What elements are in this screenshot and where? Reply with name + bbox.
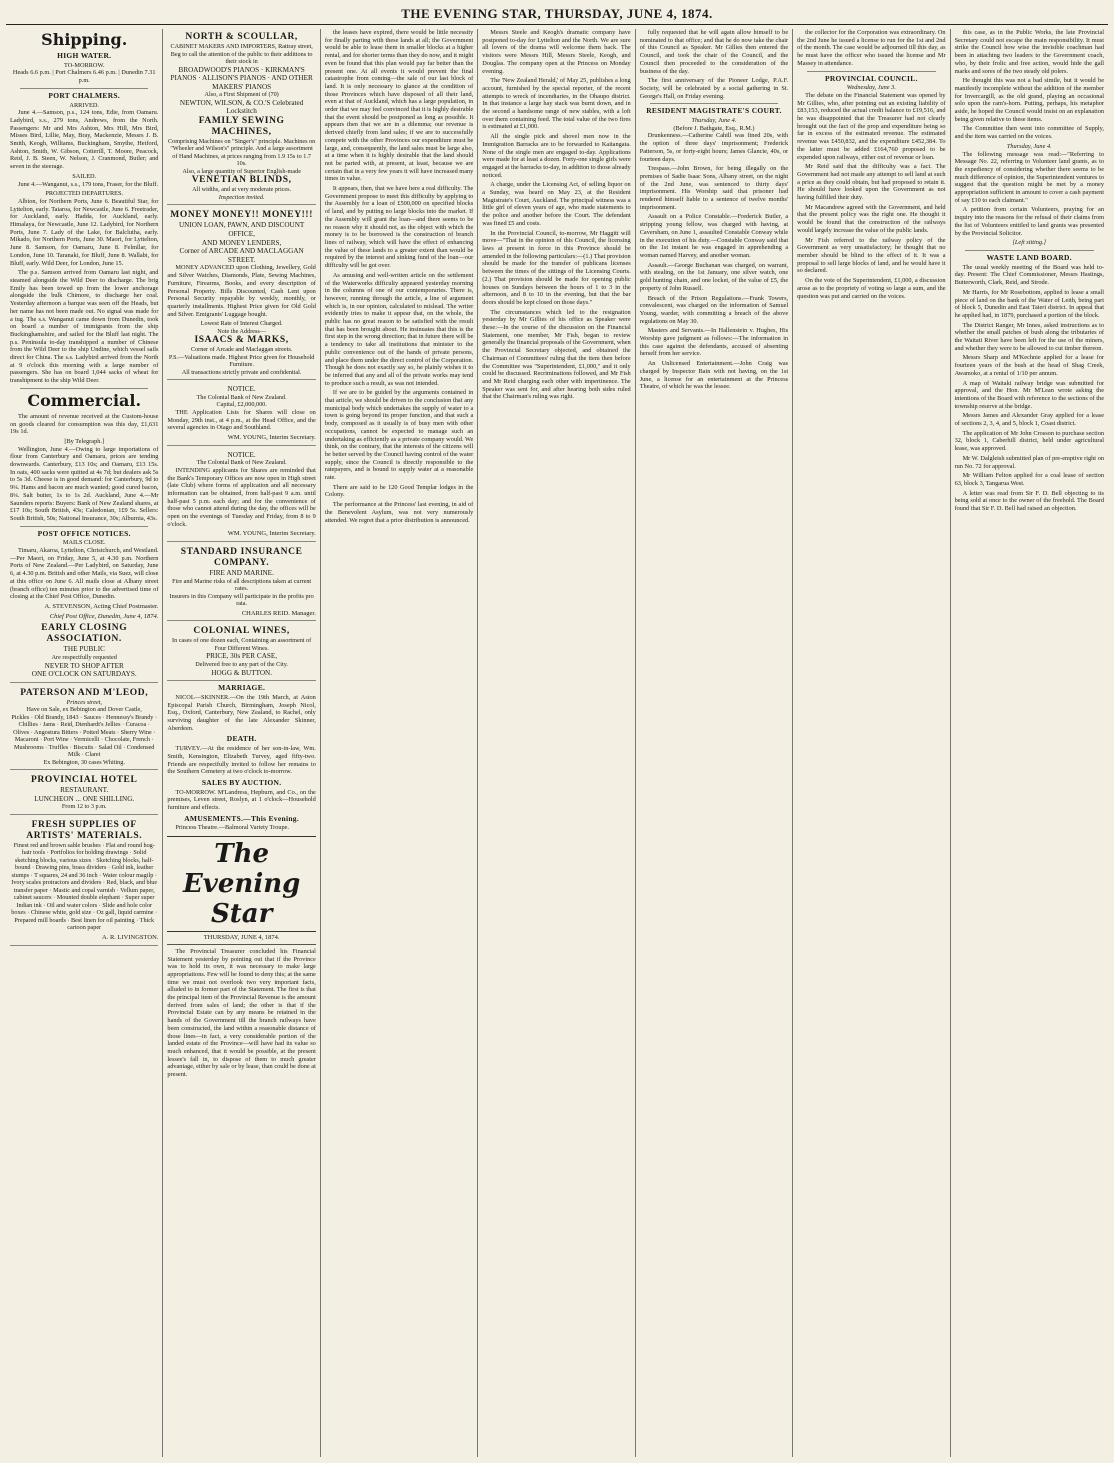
venetian-blinds: VENETIAN BLINDS, [191,175,292,186]
money-ad [167,207,315,380]
sailed-text: June 4.—Wanganui, s.s., 179 tons, Fraser, for the Bluff. [18,180,159,188]
venetian-text: All widths, and at very moderate prices. [192,186,292,194]
paterson-sub: Princes street, [66,698,102,706]
quantity-text: Also, a large quantity of Superior English-made [182,167,301,175]
pc-debate-5: On the vote of the Superintendent, £1,000, a discussion arose as to the propriety of voting so large a sum, and the question was put and carried on the voices. [797,277,946,300]
divider [20,526,148,527]
death-text: TURVEY.—At the residence of her son-in-law, Wm. Smith, Kensington, Elizabeth Turvey, aged fifty-two. Friends are respectfully invited to follow her remains to the Southern Cemetery at two o'clock to-morrow. [167,745,316,776]
paterson-list: Pickles · Old Brandy, 1843 · Sauces · Hennessy's Brandy · Chillies · Jams · Reid, Dienhardt's Jellies · Curacoa · Olives · Angostura Bitters · Potted Meats · Sherry Wine · Macaroni · Port Wine · Vermicelli · Chocolate, French · Mushrooms · Truffles · Biscuits · Salad Oil · Condensed Milk · Claret [11,713,157,759]
court-case-3: Assault on a Police Constable.—Frederick Butler, a stripping young fellow, was charged with having, at Caversham, on June 1, assaulted Constable Conway while in the execution of his duty.—Constable Conway said that on the 1st instant he was engaged in apprehending a woman named Harvey, and another woman. [639,213,789,259]
shipping-heading: Shipping. [41,30,128,49]
divider [807,71,935,72]
isaacs-note: Note the Address— [217,327,267,335]
leader-continued-1: the leases have expired, there would be little necessity for finally parting with these lands at all; the Government would be able to lease them in smaller blocks at a higher rental, and for shorter terms than they do now, and it might even be found that this plan would pay far better than the present one. At all events it would prevent the final catastrophe from coming—the sale of our last block of land. It is only necessary to glance at the condition of those Provinces which have disposed of all their land, even at that of Auckland, which has a large population, in order that we may feel convinced that it is highly desirable that the event should be postponed as long as possible. It appears then that we are in a dilemma; our revenue is derived chiefly from land sales; if we are to successfully compete with the other Provinces our expenditure must be large, and, consequently, the land sales must be large also, at a time when it is highly desirable that the land should not be parted with, at present, at least, because we are certain that in a very few years it will have increased many times in value. [324,29,474,183]
money-text: MONEY ADVANCED upon Clothing, Jewellery, Gold and Silver Watches, Diamonds, Plate, Sewing Machines, Furniture, Firearms, Books, and every description of Personal Property. Bills Discounted, Cash Lent upon Personal Security repayable by weekly, monthly, or quarterly installments. Highest Price given for Old Gold and Silver. Emigrants' Luggage bought. [167,264,316,318]
one-oclock: ONE O'CLOCK ON SATURDAYS. [31,670,137,679]
court-case-5: Breach of the Prison Regulations.—Frank Towers, convalescent, was charged on the information of Samuel Young, warder, with committing a breach of the above regulations on May 30. [639,294,789,325]
projected-label: PROJECTED DEPARTURES. [45,190,124,198]
news-item-6: The circumstances which led to the resignation yesterday by Mr Gillies of his office as Speaker were these:—In the course of the discussion on the Financial Statement, one member, Mr Fish, began to review generally the financial proposals of the Government, when the Provincial Secretary objected, and obtained the Chairman of Committees' ruling that the item then before the Committee was "Superintendent, £1,000," and it only could be discussed. Recriminations followed, and Mr Fish and Mr Reid charging each other with impertinence. The Speaker was sent for, and after hearing both sides ruled that the Chairman's ruling was right. [482,308,631,401]
wl-item-9: Mr William Felton applied for a coal lease of section 63, block 3, Tangarua West. [954,472,1104,487]
never-shop: NEVER TO SHOP AFTER [44,661,124,670]
sailed-label: SAILED. [72,172,97,180]
wl-item-6: Messrs James and Alexander Gray applied for a lease of sections 2, 3, 4, and 5, block 1, Coast district. [954,412,1104,428]
public-text: Are respectfully requested [51,654,117,661]
commercial-text: The amount of revenue received at the Custom-house on goods cleared for consumption was this day, £1,631 19s 1d. [10,412,159,436]
court-case-4: Assault.—George Buchanan was charged, on warrant, with stealing, on the 1st January, one silver watch, one gold hunting chain, and one locket, of the value of £5, the property of John Russell. [639,261,789,292]
left-sitting: [Left sitting.] [1012,239,1047,247]
pc-message: The following message was read:—"Referring to Message No. 22, referring to Volunteer land grants, as to the expediency of considering whether there seems to be much difference of opinion, the Superintendent ventures to suggest that the question might be met by a money appropriation sufficient in amount to cover a cash payment of say £10 to each claimant." [954,150,1104,204]
pc-debate-4: Mr Fish referred to the railway policy of the Government as very unsatisfactory; he thought that no member should be blind to the effect of it. It was a proposal to sell large blocks of land, and he would have it so declared. [797,236,946,275]
leader-continued-4: If we are to be guided by the arguments contained in that article, we should be driven to the conclusion that any municipal body which undertakes the supply of water to a town is going beyond its proper function, and that such a body, composed as it usually is of busy men with other occupations, cannot be expected to manage such an undertaking as efficiently as a private company would. We think, on the contrary, that the interests of the citizens will be better served by the Council having control of the water supply, since the Council is directly responsible to the ratepayers, and is bound to supply water at a reasonable rate. [324,389,474,482]
court-case-2: Trespass.—John Brown, for being illegally on the premises of Sadie Isaac Sons, Albany street, on the night of the 2nd June, was sentenced to thirty days' imprisonment. His Worship said that prisoner had rendered himself liable to a sentence of twelve months' imprisonment. [639,165,789,211]
court-date: Thursday, June 4. [691,117,737,125]
news-item-4: A charge, under the Licensing Act, of selling liquor on a Sunday, was heard on May 23, at the Resident Magistrate's Court, Auckland. The principal witness was a little girl of eleven years of age, who made statements to the police and another before the Court. The defendant was fined £5 and costs. [482,181,631,227]
lowest-rate: Lowest Rate of Interest Charged. [200,320,283,328]
newton-wilson: NEWTON, WILSON, & CO.'S Celebrated Lockstitch [179,98,304,116]
arrived-text: June 4.—Samson, p.s., 124 tons, Edie, from Oamaru. Ladybird, s.s., 279 tons, Andrews, from the North. Passengers: Mr and Mrs Ashton, Mrs Hill, Mrs Bird, Misses Bird, Lillie, May, Bray, Mackenzie, Messrs J. B. Smith, Keogh, Williams, Buckingham, Smythe, Hetford, Ashton, Smith, W. Gibson, Cotterill, T. Moore, Peacock, Reid, J. B. Steen, W. Nelson, J. Cranmond, Butler; and seven in the steerage. [10,109,159,171]
post-signature-2: Chief Post Office, Dunedin, June 4, 1874. [49,612,159,620]
leader-continued-3: As amusing and well-written article on the settlement of the Waterworks difficulty appeared yesterday morning in the columns of one of our contemporaries. There is, however, running through the article, a line of argument which is, in our opinion, calculated to mislead. The writer evidently tries to make it appear that, on the whole, the public has no great reason to be satisfied with the result that has been brought about. He insinuates that this is the first step in the wrong direction; that in future there will be a tendency to take all institutions that minister to the public convenience out of the hands of private persons, and place them under the direct control of the Corporation. Though he does not exactly say so, he plainly wishes it to be inferred that any and all of the private works may tend to produce such a result, as was not intended. [324,271,474,387]
tomorrow-label: TO-MORROW. [64,61,105,69]
north-scoullar-text-2: Also, a First Shipment of (70) [204,91,279,99]
early-closing-ad [10,620,158,682]
shipping-news: The p.s. Samson arrived from Oamaru last night, and steamed alongside the Wild Deer to discharge. The brig Emily has been towed up from the lower anchorage alongside the bulk Chimore, to discharge her coal. Yesterday afternoon a barque was seen off the Heads, but her name has not been made out. No signal was made for a tug. The s.s. Wanganui came down from Dunedin, took on board a number of immigrants from the ship Buckinghamshire, and sailed for the Bluff last night. The p.s. Peninsula to-day transhipped a number of Chinese from the Wild Deer to the ship Undine, which vessel sails direct for China. The s.s. Ladybird arrived from the North at 9 o'clock this morning with a large number of passengers. She has on board 1,044 sacks of wheat for transhipment to the ship Wild Deer. [10,269,159,385]
public-label: THE PUBLIC [63,645,105,654]
money-lenders: AND MONEY LENDERS, [201,238,282,247]
colonial-wines-ad [167,623,315,681]
projected-text: Albion, for Northern Ports, June 6. Beautiful Star, for Lyttelton, early. Taiaroa, for Newcastle, June 6. Freetrader, for Auckland, early. Hadda, for Auckland, early. Himalaya, for Newcastle, June 12. Ladybird, for Northern Ports, June 7. Lady of the Lake, for Balclutha, early. Mikado, for Northern Ports, June 30. Maori, for Lyttelton, June 8. Samson, for Oamaru, June 8. Felmllar, for London, June 10. Taranaki, for Bluff, June 8. Wallabi, for Bluff, early. Wild Deer, for London, June 15. [10,197,159,267]
early-closing-title: EARLY CLOSING ASSOCIATION. [41,623,128,645]
provincial-council-date: Wednesday, June 3. [846,84,896,92]
wl-item-1: The usual weekly meeting of the Board was held to-day. Present: The Chief Commissioner, Messrs Hastings, Butterworth, Clark, Reid, and Strode. [954,263,1104,287]
columns [6,29,1108,1457]
post-heading: POST OFFICE NOTICES. [37,528,131,538]
templars-note: There are said to be 120 Good Templar lodges in the Colony. [324,483,474,499]
union-loan: UNION LOAN, PAWN, AND DISCOUNT OFFICE, [178,221,305,239]
wl-item-10: A letter was read from Sir F. D. Bell objecting to its being sold at once to the owner of the freehold. The Board found that Sir F. D. Bell had raised an objection. [954,489,1104,513]
sales-heading: SALES BY AUCTION. [201,777,282,787]
provincial-hotel-ad [10,772,158,815]
artists-materials-ad [10,817,158,946]
young-signature-2: WM. YOUNG, Interim Secretary. [227,530,316,538]
divider [20,388,148,389]
court-case-7: An Unlicensed Entertainment.—John Craig was charged by Inspector Bain with not having, on the 1st June, a license for an entertainment at the Princess Theatre, of which he was the lessee. [639,360,789,391]
masthead-title: THE EVENING STAR, THURSDAY, JUNE 4, 1874. [401,6,713,21]
standard-title: STANDARD INSURANCE COMPANY. [180,547,303,569]
wines-price: PRICE, 30s PER CASE, [206,652,278,661]
post-signature: A. STEVENSON, Acting Chief Postmaster. [44,603,159,610]
court-continued: the collector for the Corporation was extraordinary. On the 2nd June he issued a license to run for the 1st and 2nd of the month. The case would be adjourned till this day, as he must have the officer who issued the license and Mr Massey in attendance. [797,29,946,67]
column-6 [793,29,950,1457]
tide-times: Heads 6.6 p.m. | Port Chalmers 6.46 p.m. | Dunedin 7.31 p.m. [12,69,156,85]
isaacs-marks: ISAACS & MARKS, [194,335,289,346]
column-2 [163,29,320,1457]
luncheon-time: From 12 to 3 p.m. [61,803,107,811]
waste-land-heading: WASTE LAND BOARD. [986,252,1072,262]
amusements-text: Princess Theatre.—Balmoral Variety Troupe. [175,824,290,832]
sales-text: TO-MORROW. M'Landress, Hepburn, and Co., on the premises, Leven street, Roslyn, at 1 o'clock—Household furniture and effects. [167,788,316,812]
colonial-bank-1: The Colonial Bank of New Zealand. [196,393,287,401]
marriage-text: NICOL—SKINNER.—On the 19th March, at Aston Episcopal Parish Church, Birmingham, Joseph Nicol, Esq., Oxford, Canterbury, New Zealand, to Rachel, only surviving daughter of the late Alexander Skinner, Aberdeen. [167,693,316,732]
column-4 [478,29,635,1457]
restaurant-label: RESTAURANT. [60,786,109,795]
valuations-text: P.S.—Valuations made. Highest Price given for Household Furniture. [168,353,315,369]
leader-continued-2: It appears, then, that we have here a real difficulty. The Government propose to meet this difficulty by applying to the Assembly for a loan of £500,000 on specified blocks of land, and by putting no large blocks into the market. If the Assembly will grant the loan—and there seems to be no reason why it should not, as the object with which the money is to be borrowed is the construction of branch lines of railway, which will have the effect of enhancing the value of these lands to a greater extent than would be required by the interest and sinking fund of the loan—our difficulty will be got over. [324,185,474,270]
notice-2-title: NOTICE. [227,450,256,459]
pc-continued-1: this case, as in the Public Works, the late Provincial Secretary could not escape the main responsibility. It must strike the Council how wise the invisible coachman had been in attaching two leaders to the Government coach, who, by their frolic and free action, would hide the gall marks and sores of the two steady old polers. [954,29,1104,75]
wl-item-5: A map of Waitaki railway bridge was submitted for approval, and the Hon. Mr M'Lean wrote asking the intentions of the Board with reference to the sections of the township reserve at the bridge. [954,379,1104,410]
artists-title: FRESH SUPPLIES OF ARTISTS' MATERIALS. [26,819,143,841]
news-item-1: Messrs Steele and Keogh's dramatic company have postponed to-day for Lyttelton and the North. We are sure all lovers of the drama will welcome them back. The visitors were Messrs Hill, Messrs Steele, Keogh, and Douglas. The company open at the Princess on Monday evening. [482,29,631,75]
court-case-6: Masters and Servants.—In Hallenstein v. Hughes, His Worship gave judgment as follows:—The information in this case against the defendants, accused of absenting herself from her service. [639,327,789,358]
post-text: Timaru, Akaroa, Lyttelton, Christchurch, and Westland.—Per Maori, on Friday, June 5, at 4.30 p.m. Northern Ports of New Zealand.—Per Ladybird, on Saturday, June 6, at 4.30 p.m. British and other Mails, via Suez, will close at this office on June 6. All mails close at Albany street (branch office) ten minutes prior to the advertised time of closing at the Chief Post Office, Dunedin. [10,547,159,601]
capital-label: Capital, £2,000,000. [216,401,267,409]
pc-debate-2: Mr Reid said that the difficulty was a fact. The Government had not made any attempt to sell land at such a price as they could obtain, but had proposed to retain it. He should have looked upon the Government as not having fulfilled their duty. [797,163,946,202]
paterson-title: PATERSON AND M'LEOD, [20,687,149,698]
inspection-invited: Inspection invited. [218,193,265,201]
livingston-signature: A. R. LIVINGSTON. [102,933,159,941]
news-item-5: In the Provincial Council, to-morrow, Mr Haggitt will move—"That in the opinion of this Council, the licensing laws at present in force in this Province should be amended in the following particulars:—(1.) That provision should be made for the transfer of publicans licenses between the times of the sittings of the Licensing Courts. (2.) That provision should be made for opening public houses on Sundays between the hours of 1 to 3 in the afternoon, and 8 to 10 in the evening, but that the bar doors should be kept closed on those days." [482,229,631,306]
arrived-label: ARRIVED. [69,101,99,109]
telegraph-text: Wellington, June 4.—Owing to large importations of flour from Canterbury and Oamaru, prices are tending downwards. Canterbury, £13 10s; and Oamaru, £13 15s. In oats, 400 sacks were quitted at 4s 7d; but dealers ask 5s to 5s 3d. Cheese is in good demand: for Canterbury, 9d to 9¼. Hams and bacon are much wanted; good cured bacon, 8¼. Salt butter, 1s to 1s 2d. Auckland, June 4.—Mr Saunders reports: Buyers: Bank of New Zealand shares, at £17 10s; South British, 43s; Caledonian, 1£9 5s. Sellers: South British, 50s; National Insurance, 30s; Alburnia, 43s. [10,445,159,522]
court-case-1: Drunkenness.—Catherine Cahill was fined 20s, with the option of three days' imprisonment; Frederick Patterson, 5s, or forty-eight hours; James Glancie, 40s, or fourteen days. [639,132,789,163]
family-sewing: FAMILY SEWING MACHINES, [198,115,285,137]
news-item-3: All the single pick and shovel men now in the Immigration Barracks are to be forwarded to Kaitangata. None of the single men are engaged to-day. Applications were made for at least a dozen. Forty-one single girls were engaged at the barracks to-day, in addition to those already noticed. [482,133,631,179]
pc-debate-3: Mr Macandrew agreed with the Government, and held that the present policy was the right one. He thought it would be found that the construction of the railways would largely increase the value of the public lands. [797,203,946,234]
wl-item-8: Mr W. Dalgleish submitted plan of pre-emptive right on run No. 72 for approval. [954,454,1104,470]
provincial-hotel-title: PROVINCIAL HOTEL [30,775,138,786]
pc-debate-1: The debate on the Financial Statement was opened by Mr Gillies, who, after pointing out an existing liability of £83,153, reduced the actual credit balance to £19,516, and he was disappointed that the Treasurer had not clearly brought out the fact of the prop and expenditure being so far in excess of the estimated revenue. The estimated revenue was £450,832, and the expenditure £452,384. To the latter must be added £164,760 proposed to be expended upon railways, either out of revenue or loan. [797,91,946,161]
pianos-list: BROADWOOD'S PIANOS · KIRKMAN'S PIANOS · ALLISON'S PIANOS · AND OTHER MAKERS' PIANOS [170,65,313,91]
wl-item-4: Messrs Sharp and M'Kechnie applied for a lease for fourteen years of the bush at the head of Shag Creek, Awamoko, at a rental of 1/10 per annum. [954,354,1104,377]
sewing-text: Comprising Machines on "Singer's" principle. Machines on "Wheeler and Wilson's" principle. And a large assortment of Hand Machines, at prices ranging from 1.9 15s to 1.7 10s. [168,137,316,168]
marriage-heading: MARRIAGE. [218,683,266,693]
arcade-address: Corner of ARCADE AND MACLAGGAN STREET. [179,247,304,264]
thursday-label: Thursday, June 4. [1006,142,1052,150]
paterson-text: Have on Sale, ex Bebington and Dover Castle, [26,706,142,714]
commercial-heading: Commercial. [27,390,142,410]
court-bench: (Before J. Bathgate, Esq., R.M.) [673,124,755,132]
wl-item-7: The application of Mr John Crosson to purchase section 32, block 1, Caberhill district, held under agricultural lease, was approved. [954,429,1104,453]
paper-nameplate: The Evening Star [167,836,315,932]
standard-insurance-ad [167,544,315,621]
transactions-text: All transactions strictly private and confidential. [181,368,302,376]
wines-text: In cases of one dozen each, Containing an assortment of Four Different Wines. [172,637,312,652]
isaacs-address: Corner of Arcade and Maclaggan streets. [190,346,293,354]
notice-2-text: INTENDING applicants for Shares are reminded that the Bank's Temporary Offices are now open in High street (late Club) where forms of application and all necessary information can be obtained, from half-past 9 a.m. until half-past 5 p.m. each day; and for the convenience of those who cannot attend during the day, the offices will be open on the evenings of Tuesday and Friday, from 8 to 9 o'clock. [167,466,316,528]
divider [965,250,1094,251]
column-1 [6,29,163,1457]
amusements-heading: AMUSEMENTS.—This Evening. [184,813,300,823]
reid-signature: CHARLES REID. Manager. [241,609,316,617]
provincial-council-heading: PROVINCIAL COUNCIL. [824,73,918,83]
north-scoullar-text: Beg to call the attention of the public to their additions to their stock in [170,50,313,65]
money-title: MONEY MONEY!! MONEY!!! [170,210,313,221]
pc-continued-2: He thought this was not a bad simile, but it would be manifestly incomplete without the addition of the member for Invercargill, as the old grand, playing an occasional solo upon the ram's-horn. Putting, perhaps, his metaphor aside, he hoped the Council would insist on an explanation being given relative to these items. [954,77,1104,123]
paterson-ad [10,685,158,771]
artists-list: Finest red and brown sable brushes · Flat and round hog-hair tools · Portfolios for holding drawings · Solid sketching blocks, various sizes · Sketching blocks, half-bound · Drawing pins, brass dividers · Gold ink, leather stumps · T squares, 24 and 36 inch · Water colour magilp · Ivory scales protractors and dividers · Red, black, and blue transfer paper · Mastic and copal varnish · Vellum paper, cabinet saucers · Mounted double elephant · Super super Indian ink · Oil and water colors · Slide and hole color boxes · Chinese white, gold size · Oz gall, liquid carmine · Prepared mill boards · Best linen for oil painting · Thick cartoon paper [11,841,158,932]
port-heading: PORT CHALMERS. [48,90,121,100]
mails-close-label: MAILS CLOSE. [62,539,106,547]
news-item-2: The 'New Zealand Herald,' of May 25, publishes a long account, furnished by the special reporter, of the recent attempts to wreck of incendiaries, in the Ohaupo district. In that instance a large hay stack was burnt down, and in the second a handsome range of new stables, with a loft over them containing feed. The total value of the two fires is estimated at £1,000. [482,77,631,131]
luncheon-label: LUNCHEON ... ONE SHILLING. [34,794,135,803]
divider [20,88,148,89]
column-3 [321,29,478,1457]
fire-marine: FIRE AND MARINE. [209,569,274,578]
colonial-bank-notice-2 [167,448,315,542]
north-scoullar-sub: CABINET MAKERS AND IMPORTERS, Rattray street, [170,43,313,50]
paterson-footer: Ex Bebington, 30 cases Whiting. [43,758,125,766]
young-signature-1: WM. YOUNG, Interim Secretary. [227,434,316,442]
high-water-heading: HIGH WATER. [57,51,112,60]
colonial-wines-title: COLONIAL WINES, [193,626,290,637]
telegraph-label: [By Telegraph.] [64,437,105,445]
pc-continued-3: The Committee then went into committee of Supply, and the item was carried on the voices. [954,125,1104,141]
performance-note: The performance at the Princess' last evening, in aid of the Benevolent Asylum, was not very numerously attended. We regret that a prior distribution is announced. [324,501,474,524]
north-scoullar-ad [167,29,315,205]
leader-text: The Provincial Treasurer concluded his Financial Statement yesterday by pointing out that if the Province was to hold its own, it was necessary to make large appropriations. Few will be found to deny this; at the same time we must not overlook two very important facts, alluded to in former part of the Statement. The first is that the principal item of the Provincial Revenue is the amount derived from sales of land; the other is that if the Provincial Estate can by any means be retained in the hands of the Government till the branch railways have been constructed, the land within a reasonable distance of those lines—in fact, a very considerable portion of the landed estate of the Province—will have had its value so much enhanced, that it would be possible, at the present lessee's fall in, to dispose of them to much greater advantage, either by sale or by lease, than could be done at present. [167,947,316,1079]
pc-petition: A petition from certain Volunteers, praying for an inquiry into the reasons for the refusal of their claims from the list of Volunteers entitled to land grants was presented by the Provincial Solicitor. [954,206,1104,237]
death-heading: DEATH. [226,734,257,744]
column-5 [636,29,793,1457]
colonial-bank-2: The Colonial Bank of New Zealand. [196,459,287,467]
insurers-text: Insurers in this Company will participate in the profits pro rata. [169,592,314,608]
colonial-text: THE Application Lists for Shares will close on Monday, 29th inst., at 4 p.m., at the Head Office, and the several agencies in Otago and Southland. [167,408,316,432]
masthead [6,4,1108,25]
wl-item-3: The District Ranger, Mr Innes, asked instructions as to whether the small patches of bush along the tributaries of the Waitati River have been left for the use of the miners, and whether they were to be allowed to cut timber thereon. [954,321,1104,352]
wines-delivered: Delivered free to any part of the City. [195,661,288,669]
hogg-button: HOGG & BUTTON. [211,668,273,677]
colonial-bank-notice-1 [167,382,315,445]
divider [650,103,778,104]
paper-dateline: THURSDAY, JUNE 4, 1874. [167,934,315,945]
north-scoullar-title: NORTH & SCOULLAR, [185,32,298,42]
wl-item-2: Mr Harris, for Mr Rosebottom, applied to lease a small piece of land on the bank of the Water of Leith, being part of block 5, Dunedin and East Taieri district. In appeal that he applied had, in 1879, purchased a portion of the block. [954,288,1104,319]
court-heading: RESIDENT MAGISTRATE'S COURT. [646,106,782,116]
speaker-continued: fully requested that he will again allow himself to be nominated to that office; and that he do now take the chair of this Council as Speaker. Mr Gillies then entered the Council, and took the chair of the Council, and the Council then proceeded to the consideration of the business of the day. [639,29,789,75]
pioneer-lodge-note: The first anniversary of the Pioneer Lodge, P.A.F. Society, will be celebrated by a social gathering in St. George's Hall, on Friday evening. [639,77,789,100]
column-7 [951,29,1108,1457]
fire-text: Fire and Marine risks of all descriptions taken at current rates. [172,577,312,593]
notice-1-title: NOTICE. [227,385,256,394]
